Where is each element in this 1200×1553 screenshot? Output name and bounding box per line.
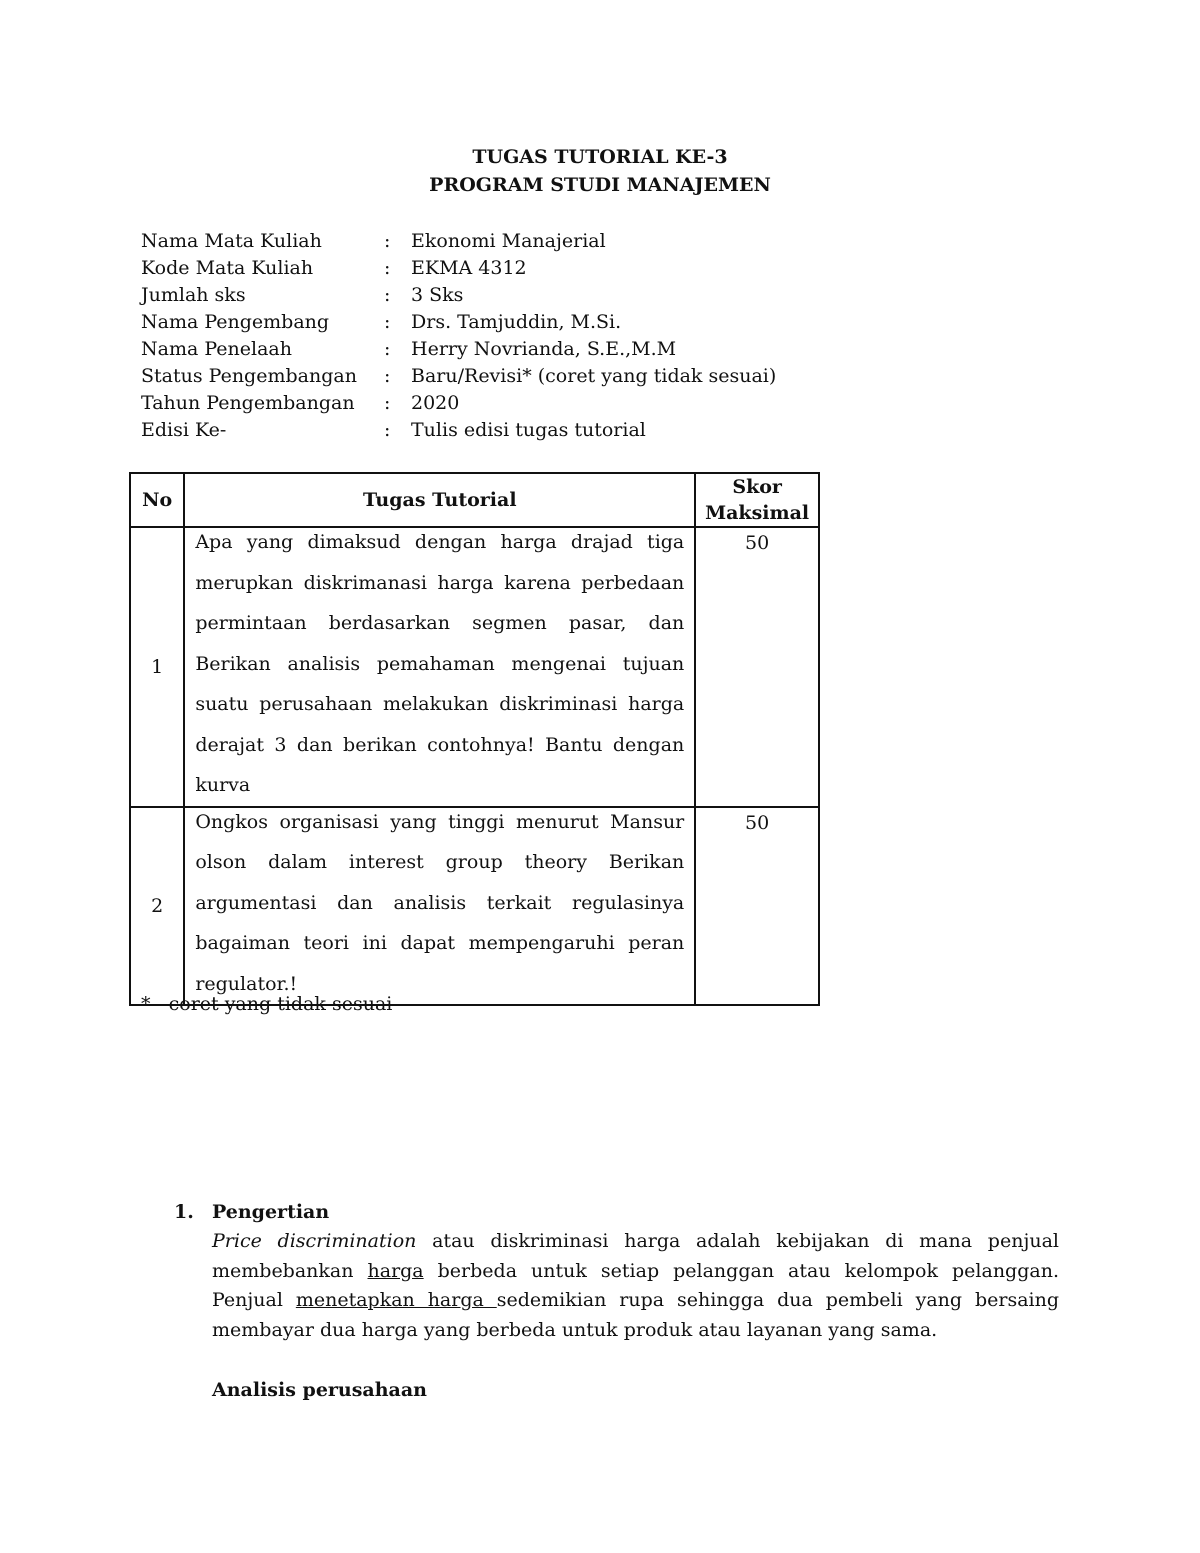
- term-price-discrimination: Price discrimination: [212, 1230, 417, 1252]
- answer-section: [174, 1197, 1059, 1405]
- task-text: Apa yang dimaksud dengan harga drajad tiga merupkan diskrimanasi harga karena perbedaan permintaan berdasarkan segmen pasar, dan Berikan analisis pemahaman mengenai tujuan suatu perusahaan melakukan diskriminasi harga derajat 3 dan berikan contohnya! Bantu dengan kurva: [195, 531, 685, 796]
- info-colon: :: [384, 257, 391, 279]
- info-label: Nama Penelaah: [141, 338, 292, 360]
- link-harga[interactable]: harga: [367, 1259, 424, 1282]
- header-no: No: [130, 473, 184, 527]
- info-colon: :: [384, 284, 391, 306]
- section-number: 1.: [174, 1201, 194, 1223]
- footnote: * coret yang tidak sesuai: [141, 993, 393, 1015]
- document-title: TUGAS TUTORIAL KE-3: [472, 146, 728, 168]
- info-value: Baru/Revisi* (coret yang tidak sesuai): [411, 365, 777, 387]
- info-colon: :: [384, 392, 391, 414]
- info-label: Tahun Pengembangan: [141, 392, 355, 414]
- section-paragraph: [212, 1227, 1059, 1345]
- subsection-heading: Analisis perusahaan: [212, 1379, 427, 1401]
- score-cell: 50: [695, 807, 819, 1006]
- section-title: Pengertian: [212, 1201, 330, 1223]
- task-cell: [184, 807, 695, 1006]
- tutorial-task-table: [129, 472, 820, 1006]
- info-value: 3 Sks: [411, 284, 464, 306]
- header-task: Tugas Tutorial: [184, 473, 695, 527]
- document-subtitle: PROGRAM STUDI MANAJEMEN: [429, 174, 771, 196]
- info-value: Drs. Tamjuddin, M.Si.: [411, 311, 622, 333]
- link-menetapkan-harga[interactable]: menetapkan harga: [295, 1289, 497, 1311]
- info-colon: :: [384, 311, 391, 333]
- row-number: 1: [130, 527, 184, 807]
- table-row: [130, 527, 819, 807]
- info-colon: :: [384, 419, 391, 441]
- info-label: Status Pengembangan: [141, 365, 357, 387]
- header-score: Skor Maksimal: [695, 473, 819, 527]
- info-label: Nama Mata Kuliah: [141, 230, 322, 252]
- info-value: Ekonomi Manajerial: [411, 230, 606, 252]
- table-header-row: [130, 473, 819, 527]
- score-cell: 50: [695, 527, 819, 807]
- task-text: Ongkos organisasi yang tinggi menurut Mansur olson dalam interest group theory Berikan argumentasi dan analisis terkait regulasinya bagaiman teori ini dapat mempengaruhi peran regulator.!: [195, 810, 685, 995]
- info-value: 2020: [411, 392, 460, 414]
- paragraph-text: atau diskriminasi harga adalah kebijakan di mana penjual membebankan: [212, 1230, 1059, 1282]
- info-value: EKMA 4312: [411, 257, 527, 279]
- task-cell: [184, 527, 695, 807]
- paragraph-text: berbeda untuk setiap pelanggan atau kelompok pelanggan. Penjual: [212, 1259, 1059, 1311]
- info-value: Herry Novrianda, S.E.,M.M: [411, 338, 677, 360]
- row-number: 2: [130, 807, 184, 1006]
- paragraph-text: sedemikian rupa sehingga dua pembeli yang bersaing membayar dua harga yang berbeda untuk produk atau layanan yang sama.: [212, 1289, 1059, 1341]
- section-heading: [174, 1197, 1059, 1227]
- info-label: Nama Pengembang: [141, 311, 330, 333]
- info-label: Edisi Ke-: [141, 419, 227, 441]
- info-label: Kode Mata Kuliah: [141, 257, 314, 279]
- info-colon: :: [384, 338, 391, 360]
- table-row: [130, 807, 819, 1006]
- info-colon: :: [384, 365, 391, 387]
- info-value: Tulis edisi tugas tutorial: [411, 419, 646, 441]
- info-colon: :: [384, 230, 391, 252]
- info-label: Jumlah sks: [141, 284, 246, 306]
